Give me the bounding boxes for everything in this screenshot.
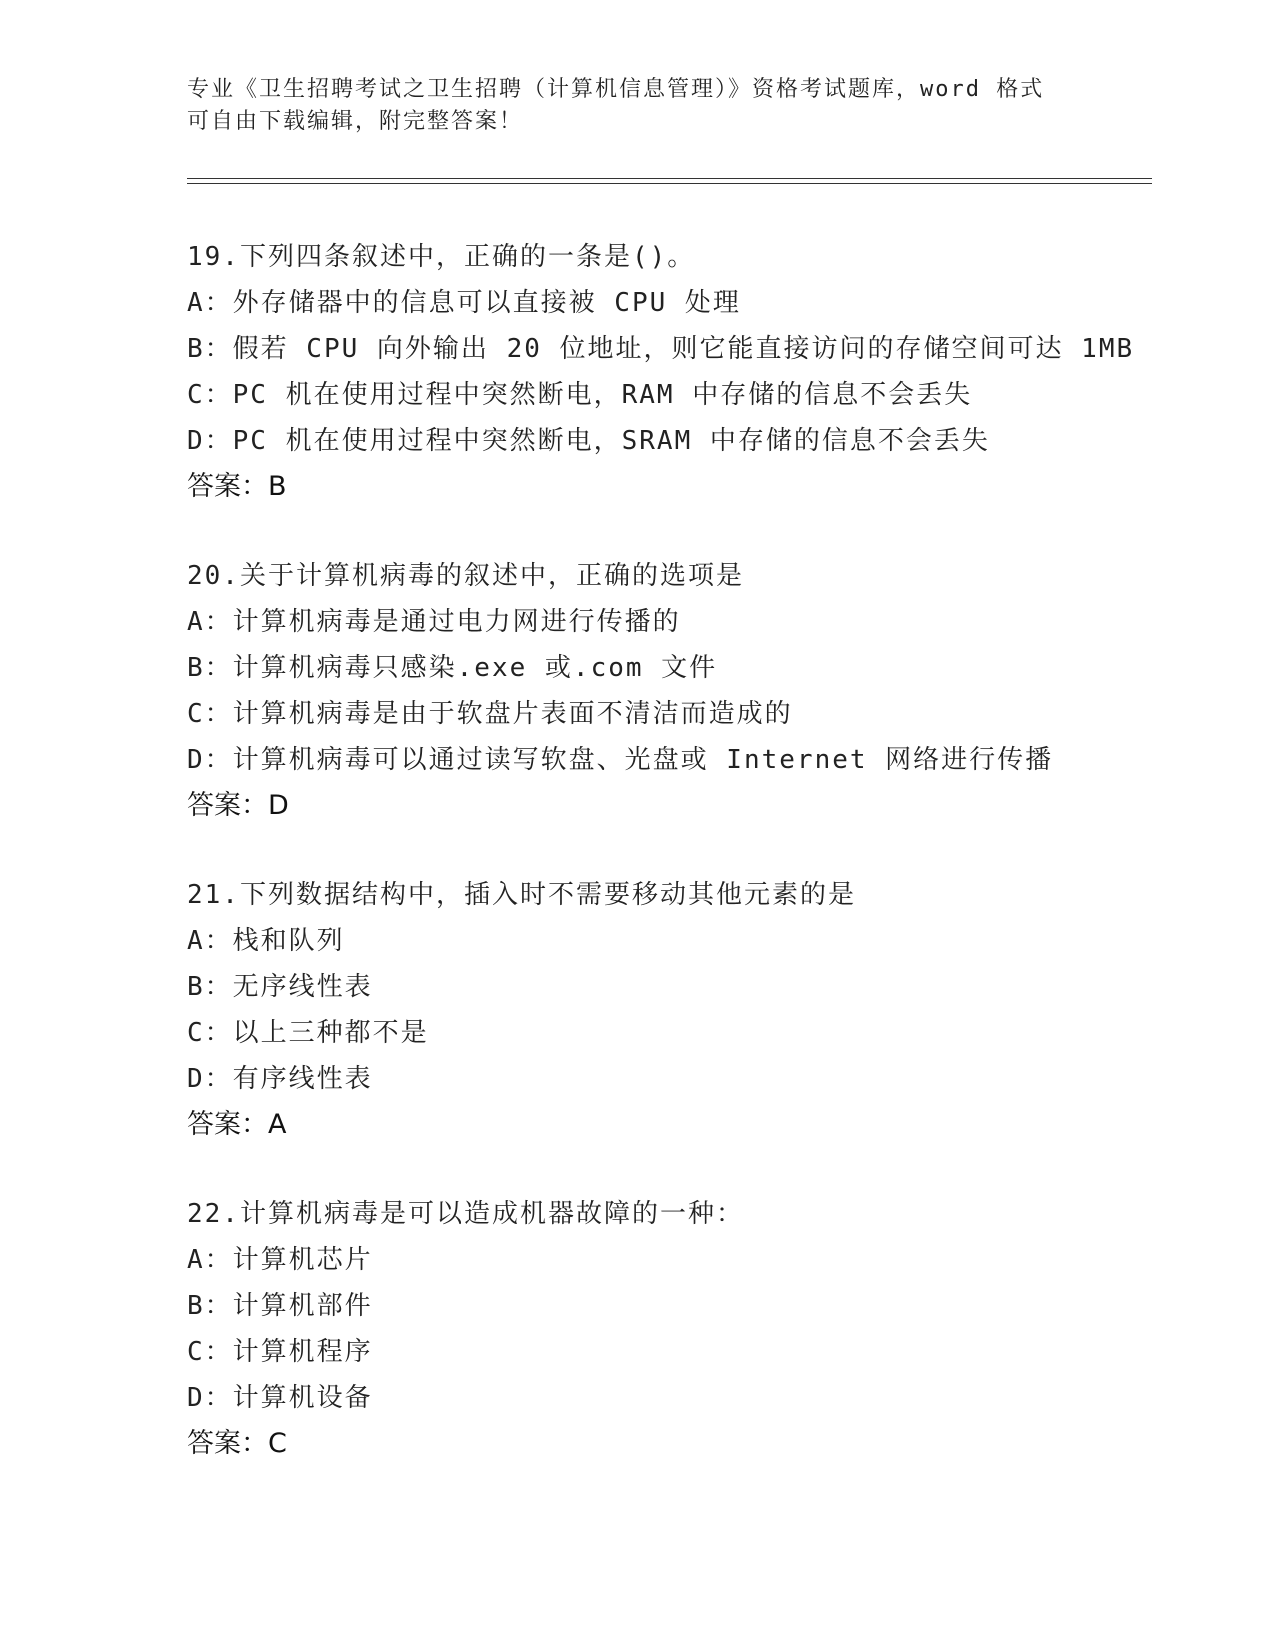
question-19 <box>187 234 1147 510</box>
header-divider-top <box>187 178 1152 179</box>
question-stem: 20.关于计算机病毒的叙述中，正确的选项是 <box>187 561 744 591</box>
option-a: A：外存储器中的信息可以直接被 CPU 处理 <box>187 288 741 318</box>
answer-line: 答案：C <box>187 1428 287 1459</box>
option-a: A：栈和队列 <box>187 926 345 956</box>
option-a: A：计算机病毒是通过电力网进行传播的 <box>187 607 681 637</box>
question-21 <box>187 872 1147 1148</box>
option-c: C：PC 机在使用过程中突然断电，RAM 中存储的信息不会丢失 <box>187 380 973 410</box>
option-a: A：计算机芯片 <box>187 1245 373 1275</box>
option-b: B：计算机部件 <box>187 1291 373 1321</box>
document-header <box>187 74 1087 138</box>
option-d: D：计算机设备 <box>187 1383 373 1413</box>
question-stem: 21.下列数据结构中，插入时不需要移动其他元素的是 <box>187 880 856 910</box>
question-stem: 22.计算机病毒是可以造成机器故障的一种： <box>187 1199 744 1229</box>
option-c: C：以上三种都不是 <box>187 1018 429 1048</box>
option-d: D：计算机病毒可以通过读写软盘、光盘或 Internet 网络进行传播 <box>187 745 1054 775</box>
question-20 <box>187 553 1147 829</box>
answer-line: 答案：B <box>187 471 287 502</box>
option-c: C：计算机病毒是由于软盘片表面不清洁而造成的 <box>187 699 793 729</box>
answer-line: 答案：A <box>187 1109 287 1140</box>
question-22 <box>187 1191 1147 1467</box>
option-c: C：计算机程序 <box>187 1337 373 1367</box>
option-d: D：PC 机在使用过程中突然断电，SRAM 中存储的信息不会丢失 <box>187 426 990 456</box>
option-b: B：无序线性表 <box>187 972 373 1002</box>
option-b: B：计算机病毒只感染.exe 或.com 文件 <box>187 653 718 683</box>
question-stem: 19.下列四条叙述中，正确的一条是()。 <box>187 242 696 272</box>
header-line-1: 专业《卫生招聘考试之卫生招聘（计算机信息管理）》资格考试题库，word 格式 <box>187 77 1045 102</box>
answer-line: 答案：D <box>187 790 289 821</box>
header-line-2: 可自由下载编辑，附完整答案！ <box>187 109 524 134</box>
option-d: D：有序线性表 <box>187 1064 373 1094</box>
header-divider-bottom <box>187 183 1152 184</box>
option-b: B：假若 CPU 向外输出 20 位地址，则它能直接访问的存储空间可达 1MB <box>187 334 1135 364</box>
question-list <box>187 234 1147 1510</box>
